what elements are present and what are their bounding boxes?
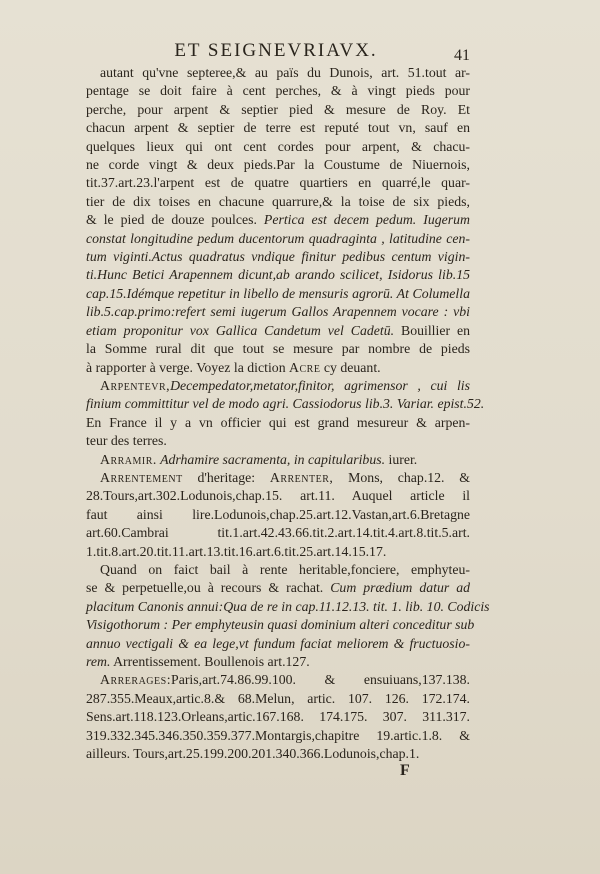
text-run: Sens.art.118.123.Orleans,artic.167.168. 174.175. 307. 311.317.: [86, 709, 470, 725]
text-line: [86, 708, 470, 726]
text-line: [86, 193, 470, 211]
text-line: [86, 248, 470, 266]
text-run: art.60.Cambrai tit.1.art.42.43.66.tit.2.art.14.tit.4.art.8.tit.5.art.: [86, 525, 470, 541]
text-run: la Somme rural dit que tout se mesure par nombre de pieds: [86, 341, 470, 357]
text-run: cy deuant.: [320, 359, 381, 375]
signature-mark: F: [400, 762, 410, 779]
text-line: [86, 487, 470, 505]
text-run: rem.: [86, 654, 111, 669]
text-run: Paris,art.74.86.99.100. & ensuiuans,137.138.: [171, 672, 470, 688]
text-run: placitum Canonis annui:Qua de re in cap.11.12.13. tit. 1. lib. 10. Codicis: [86, 598, 490, 614]
text-run: annuo vectigali & ea lege,vt fundum faciat meliorem & fructuosio-: [86, 635, 470, 651]
text-block: [86, 64, 490, 763]
text-line: [86, 211, 470, 229]
text-line: [86, 561, 470, 579]
text-run: Cum prædium datur ad: [330, 580, 470, 596]
text-run: Adrhamire sacramenta, in capitularibus.: [156, 451, 386, 467]
text-run: ne corde vingt & deux pieds.Par la Coustume de Niuernois,: [86, 157, 470, 173]
text-run: perche, pour arpent & septier pied & mesure de Roy. Et: [86, 101, 470, 117]
text-line: [86, 543, 470, 561]
text-run: pentage se doit faire à cent perches, & à vingt pieds pour: [86, 83, 470, 99]
text-line: [86, 156, 470, 174]
text-run: Arrerages:: [100, 672, 172, 688]
text-line: [86, 635, 470, 653]
text-run: 319.332.345.346.350.359.377.Montargis,chapitre 19.artic.1.8. &: [86, 727, 470, 743]
text-run: Arpentevr,: [100, 377, 171, 393]
text-line: [86, 377, 470, 395]
text-run: tum viginti.Actus quadratus vndique finitur pedibus centum vigin-: [86, 249, 470, 265]
text-run: teur des terres.: [86, 433, 167, 449]
text-run: Arrentissement. Boullenois art.127.: [110, 654, 310, 669]
text-line: [86, 598, 490, 616]
text-line: [86, 469, 470, 487]
page-number: 41: [454, 47, 470, 64]
text-run: finium committitur vel de modo agri. Cassiodorus lib.3. Variar. epist.52.: [86, 396, 485, 412]
text-run: En France il y a vn officier qui est grand mesureur & arpen-: [86, 414, 470, 430]
text-run: Decempedator,metator,finitor, agrimensor , cui lis: [170, 377, 470, 393]
text-line: [86, 340, 470, 358]
text-line: [86, 303, 470, 321]
text-line: [86, 285, 470, 303]
text-line: [86, 727, 470, 745]
text-run: Visigothorum : Per emphyteusin quasi dominium alteri conceditur sub: [86, 617, 475, 633]
text-line: [86, 322, 470, 340]
running-title: ET SEIGNEVRIAVX.: [174, 40, 378, 61]
text-run: Arrentement: [100, 469, 183, 485]
text-line: [86, 230, 470, 248]
text-line: [86, 101, 470, 119]
text-run: autant qu'vne septeree,& au païs du Dunois, art. 51.tout ar-: [100, 65, 470, 80]
text-line: [86, 506, 470, 524]
text-line: [86, 414, 470, 432]
text-run: Bouillier en: [394, 322, 470, 338]
text-run: 287.355.Meaux,artic.8.& 68.Melun, artic. 107. 126. 172.174.: [86, 690, 470, 706]
text-run: chacun arpent & septier de terre est reputé tout vn, sauf en: [86, 120, 470, 136]
text-run: lib.5.cap.primo:refert semi iugerum Gallos Arapennem vocare : vbi: [86, 304, 470, 320]
text-run: Arrenter,: [269, 469, 334, 485]
text-line: [86, 359, 470, 377]
text-run: ailleurs. Tours,art.25.199.200.201.340.366.Lodunois,chap.1.: [86, 746, 420, 762]
text-line: [86, 64, 470, 82]
text-line: [86, 690, 470, 708]
text-run: 1.tit.8.art.20.tit.11.art.13.tit.16.art.6.tit.25.art.14.15.17.: [86, 543, 387, 559]
text-line: [86, 524, 470, 542]
text-line: [86, 671, 470, 689]
text-run: & le pied de douze poulces.: [86, 212, 264, 228]
text-line: [86, 266, 470, 284]
text-run: tier de dix toises en chacune quarrure,& la toise de six pieds,: [86, 193, 470, 209]
text-line: [86, 82, 470, 100]
text-line: [86, 451, 470, 469]
text-line: [86, 432, 470, 450]
text-line: [86, 616, 475, 634]
text-run: constat longitudine pedum ducentorum quadraginta , latitudine cen-: [86, 230, 470, 246]
text-line: [86, 119, 470, 137]
text-line: [86, 653, 470, 671]
text-run: d'heritage:: [182, 469, 270, 485]
text-run: Pertica est decem pedum. Iugerum: [263, 212, 470, 228]
text-run: ti.Hunc Betici Arapennem dicunt,ab arando scilicet, Isidorus lib.15: [86, 267, 470, 283]
text-line: [86, 395, 485, 413]
text-run: 28.Tours,art.302.Lodunois,chap.15. art.11. Auquel article il: [86, 488, 470, 504]
text-run: faut ainsi lire.Lodunois,chap.25.art.12.Vastan,art.6.Bretagne: [86, 506, 470, 522]
text-run: à rapporter à verge. Voyez la diction: [86, 359, 290, 375]
text-run: etiam proponitur vox Gallica Candetum vel Cadetū.: [86, 322, 395, 338]
text-run: Mons, chap.12. &: [333, 469, 471, 485]
text-run: Arramir.: [100, 451, 157, 467]
text-run: iurer.: [385, 451, 418, 467]
text-line: [86, 579, 470, 597]
text-run: se & perpetuelle,ou à recours & rachat.: [86, 580, 331, 596]
text-line: [86, 745, 470, 763]
text-line: [86, 138, 470, 156]
text-run: Quand on faict bail à rente heritable,fonciere, emphyteu-: [100, 561, 470, 577]
text-run: cap.15.Idémque repetitur in libello de mensuris agrorū. At Columella: [86, 285, 470, 301]
text-run: Acre: [289, 359, 321, 375]
text-line: [86, 174, 470, 192]
text-run: tit.37.art.23.l'arpent est de quatre quartiers en quarré,le quar-: [86, 175, 470, 191]
text-run: quelques lieux qui ont cent cordes pour arpent, & chacu-: [86, 138, 470, 154]
